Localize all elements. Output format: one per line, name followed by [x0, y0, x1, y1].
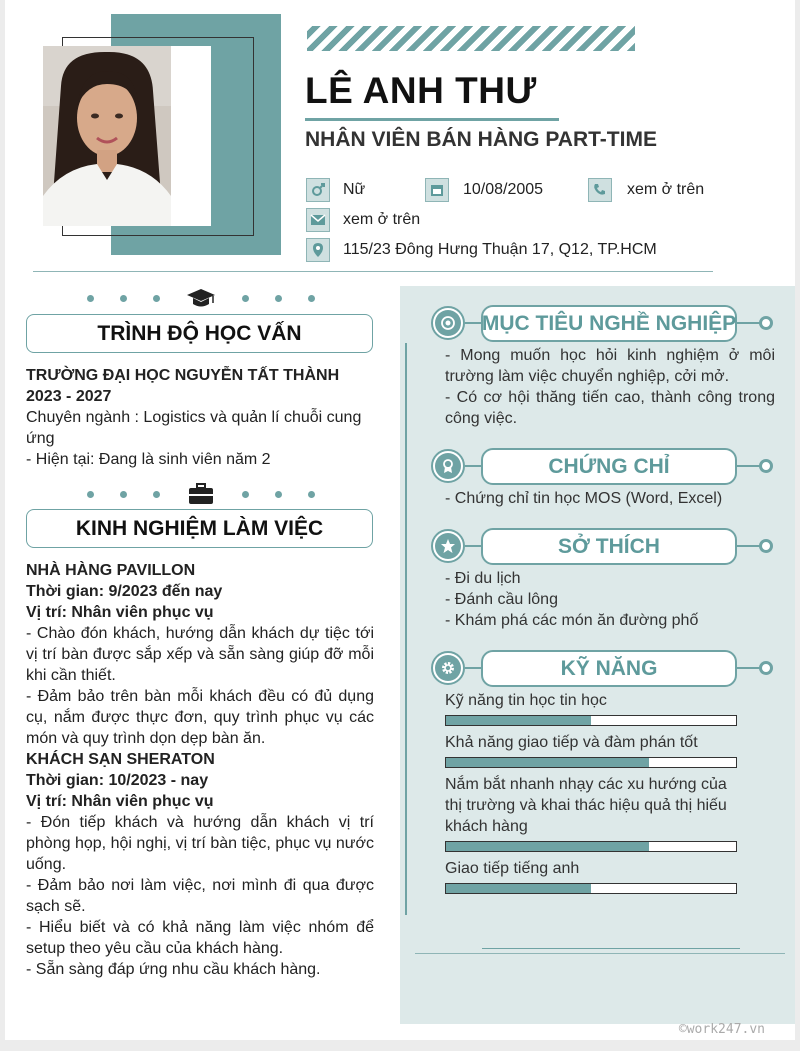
connector — [465, 322, 481, 324]
email-value: xem ở trên — [343, 211, 421, 228]
certificates-title: CHỨNG CHỈ — [481, 448, 737, 485]
connector-knob — [759, 316, 773, 330]
birthday-value: 10/08/2005 — [463, 181, 544, 198]
skill-bar-fill — [446, 716, 591, 725]
name-underline — [305, 118, 559, 121]
hobby-item: - Đi du lịch — [445, 570, 521, 587]
connector-knob — [759, 661, 773, 675]
job-company: NHÀ HÀNG PAVILLON — [26, 562, 196, 579]
job-duty: - Chào đón khách, hướng dẫn khách dự tiệc tới vị trí bàn được sắp xếp và sẵn sàng giúp đỡ mỗi khi cần thiết. — [26, 625, 374, 684]
hobbies-title: SỞ THÍCH — [481, 528, 737, 565]
experience-content — [26, 560, 374, 980]
skill-name: Giao tiếp tiếng anh — [445, 860, 580, 877]
footer-line — [415, 953, 785, 954]
connector-knob — [759, 539, 773, 553]
address-value: 115/23 Đông Hưng Thuận 17, Q12, TP.HCM — [343, 241, 657, 258]
cv-page — [5, 0, 795, 1040]
hobby-item: - Khám phá các món ăn đường phố — [445, 612, 699, 629]
skill-name: Nắm bắt nhanh nhạy các xu hướng của thị trường và khai thác hiệu quả thị hiếu khách hàng — [445, 776, 727, 835]
skill-bar — [445, 841, 737, 852]
connector — [737, 667, 761, 669]
profile-photo — [43, 46, 171, 226]
experience-divider — [87, 482, 315, 506]
education-divider — [87, 286, 315, 310]
school-years: 2023 - 2027 — [26, 388, 112, 405]
certificate-item: - Chứng chỉ tin học MOS (Word, Excel) — [445, 490, 723, 507]
school-status: - Hiện tại: Đang là sinh viên năm 2 — [26, 451, 271, 468]
graduation-cap-icon — [186, 286, 216, 310]
location-icon — [306, 238, 330, 262]
job-time: Thời gian: 10/2023 - nay — [26, 772, 209, 789]
skill-bar — [445, 757, 737, 768]
connector — [737, 465, 761, 467]
hobbies-content — [445, 568, 775, 631]
experience-title: KINH NGHIỆM LÀM VIỆC — [26, 509, 373, 548]
header-divider — [33, 271, 713, 272]
connector — [737, 322, 761, 324]
medal-icon — [431, 449, 465, 483]
briefcase-icon — [186, 482, 216, 506]
education-content — [26, 365, 374, 470]
skill-bar-fill — [446, 842, 649, 851]
school-name: TRƯỜNG ĐẠI HỌC NGUYỄN TẤT THÀNH — [26, 367, 340, 384]
header-stripes — [307, 26, 635, 51]
gender-value: Nữ — [343, 181, 366, 198]
phone-icon — [588, 178, 612, 202]
skill-bar-fill — [446, 758, 649, 767]
certificates-content — [445, 488, 775, 509]
job-duty: - Sẵn sàng đáp ứng nhu cầu khách hàng. — [26, 961, 321, 978]
objective-title: MỤC TIÊU NGHỀ NGHIỆP — [481, 305, 737, 342]
job-duty: - Đảm bảo nơi làm việc, nơi mình đi qua được sạch sẽ. — [26, 877, 374, 915]
connector — [465, 667, 481, 669]
calendar-icon — [425, 178, 449, 202]
star-icon — [431, 529, 465, 563]
skill-bar-fill — [446, 884, 591, 893]
education-title: TRÌNH ĐỘ HỌC VẤN — [26, 314, 373, 353]
candidate-name: LÊ ANH THƯ — [305, 70, 537, 111]
watermark: ©work247.vn — [678, 1022, 765, 1037]
email-icon — [306, 208, 330, 232]
skill-name: Khả năng giao tiếp và đàm phán tốt — [445, 734, 698, 751]
objective-item: - Mong muốn học hỏi kinh nghiệm ở môi trường làm việc chuyển nghiệp, cởi mở. — [445, 347, 775, 385]
connector-knob — [759, 459, 773, 473]
hobby-item: - Đánh cầu lông — [445, 591, 558, 608]
gender-icon — [306, 178, 330, 202]
skill-bar — [445, 883, 737, 894]
skills-title: KỸ NĂNG — [481, 650, 737, 687]
job-position: Vị trí: Nhân viên phục vụ — [26, 793, 214, 810]
target-icon — [431, 306, 465, 340]
job-position: Vị trí: Nhân viên phục vụ — [26, 604, 214, 621]
connector — [737, 545, 761, 547]
job-time: Thời gian: 9/2023 đến nay — [26, 583, 223, 600]
job-company: KHÁCH SẠN SHERATON — [26, 751, 215, 768]
objective-item: - Có cơ hội thăng tiến cao, thành công trong công việc. — [445, 389, 775, 427]
connector — [465, 545, 481, 547]
right-vertical-line — [405, 343, 407, 915]
connector — [465, 465, 481, 467]
school-major: Chuyên ngành : Logistics và quản lí chuỗi cung ứng — [26, 409, 362, 447]
job-duty: - Hiểu biết và có khả năng làm việc nhóm để setup theo yêu cầu của khách hàng. — [26, 919, 374, 957]
skill-name: Kỹ năng tin học tin học — [445, 692, 607, 709]
phone-value: xem ở trên — [627, 181, 705, 198]
footer-line — [482, 948, 740, 949]
job-duty: - Đảm bảo trên bàn mỗi khách đều có đủ dụng cụ, nắm được thực đơn, quy trình phục vụ các món và quy trình dọn dẹp bàn ăn. — [26, 688, 374, 747]
job-duty: - Đón tiếp khách và hướng dẫn khách vị trí phòng họp, hội nghị, vị trí bàn tiệc, phục vụ nước uống. — [26, 814, 374, 873]
skill-bar — [445, 715, 737, 726]
gear-icon — [431, 651, 465, 685]
job-title: NHÂN VIÊN BÁN HÀNG PART-TIME — [305, 128, 657, 151]
objective-content — [445, 345, 775, 429]
